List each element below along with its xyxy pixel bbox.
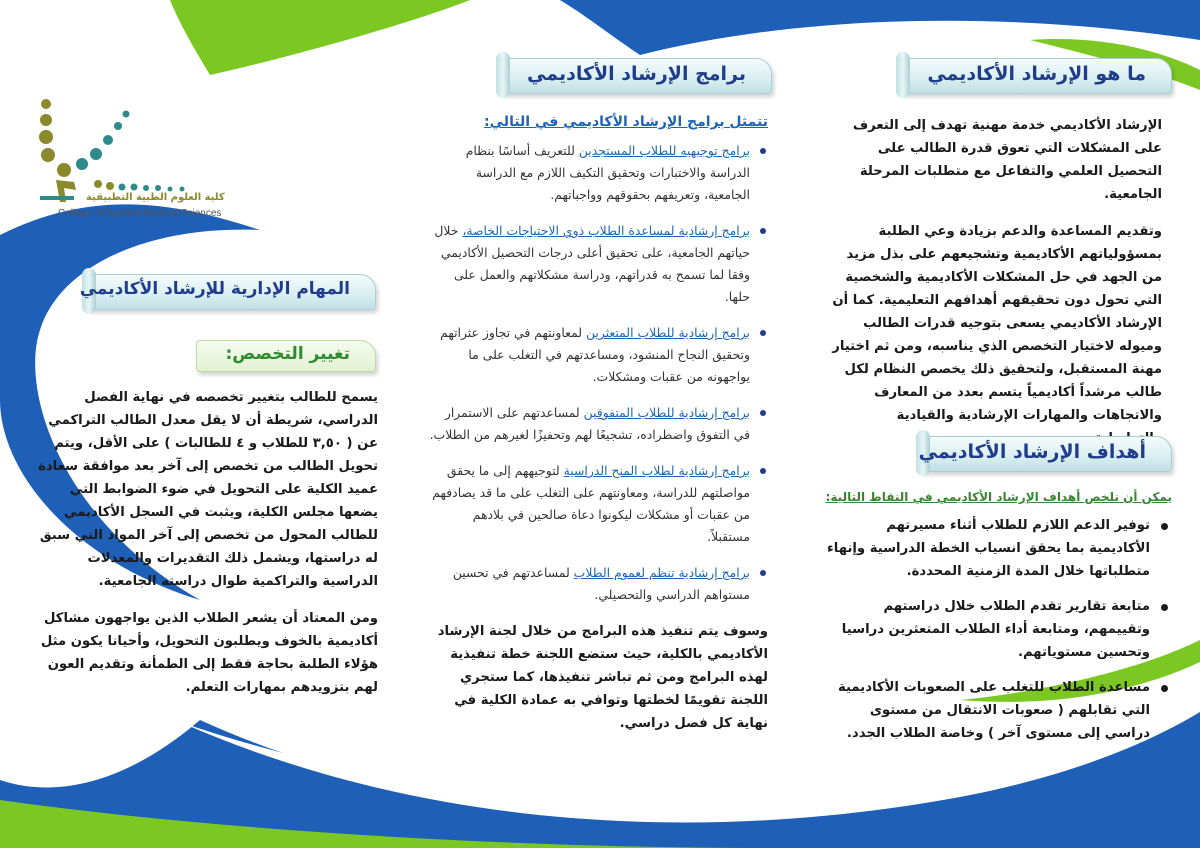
what-is-para-2: وتقديم المساعدة والدعم بزيادة وعي الطلبة بمسؤولياتهم الأكاديمية وتشجيعهم على بذل مزيد من الجهد في حل المشكلات الأكاديمية والشخصية التي تحول دون تحقيقهم أهدافهم التعليمية. كما أن الإرشاد الأكاديمي يسعى بتوجيه قدرات الطالب وميوله لاختيار التخصص الذي يناسبه، ومن ثم اختيار مهنة المستقبل، ولتحقيق ذلك يخصص النظام لكل طالب مرشداً أكاديمياً يتسم بعدد من المعارف والاتجاهات والمهارات الإرشادية والقيادية xyxy=(832,224,1162,423)
programs-intro: تتمثل برامج الإرشاد الأكاديمي في التالي: xyxy=(484,114,768,130)
logo-name-en: College Of Applied Medical Sciences xyxy=(58,208,222,219)
goal-item: مساعدة الطلاب للتغلب على الصعوبات الأكاديمية التي تقابلهم ( صعوبات الانتقال من مستوى دراسي إلى مستوى آخر ) وخاصة الطلاب الجدد. xyxy=(822,676,1172,745)
program-item: برامج توجيهيه للطلاب المستجدين للتعريف أساسًا بنظام الدراسة والاختبارات وتحقيق التكيف اللازم مع الدراسة الجامعية، وتعريفهم بحقوقهم وواجباتهم. xyxy=(428,140,768,206)
what-is-para-1: الإرشاد الأكاديمي خدمة مهنية تهدف إلى التعرف على المشكلات التي تعوق قدرة الطالب على التحصيل العلمي والتفاعل مع متطلبات المرحلة الجامعية. xyxy=(852,118,1162,202)
program-item: برامج إرشادية تنظم لعموم الطلاب لمساعدتهم في تحسين مستواهم الدراسي والتحصيلي. xyxy=(428,562,768,606)
banner-change-major xyxy=(196,340,376,372)
change-major-para-2: ومن المعتاد أن يشعر الطلاب الذين يواجهون مشاكل أكاديمية بالخوف ويطلبون التحويل، وأحيانا يكون مثل هؤلاء الطلبة بحاجة فقط إلى الطمأنة وتقديم العون لهم بتزويدهم بمهارات التعلم. xyxy=(40,611,378,695)
banner-goals xyxy=(920,436,1172,472)
program-item: برامج إرشادية لمساعدة الطلاب ذوي الاحتياجات الخاصة، خلال حياتهم الجامعية، على تحقيق أعلى درجات التحصيل الأكاديمي وفقا لما تسمح به قدراتهم، ودراسة مشكلاتهم والعمل على حلها. xyxy=(428,220,768,308)
goals-banner-title: أهداف الإرشاد الأكاديمي xyxy=(918,441,1146,463)
green-swoosh-top xyxy=(170,0,470,75)
middle-column xyxy=(428,114,768,735)
banner-what-is-advising xyxy=(900,58,1172,94)
goal-item: توفير الدعم اللازم للطلاب أثناء مسيرتهم الأكاديمية بما يحقق انسياب الخطة الدراسية وإنهاء متطلباتها خلال المدة الزمنية المحددة. xyxy=(822,514,1172,583)
program-item: برامج إرشادية للطلاب المتعثرين لمعاونتهم في تجاوز عثراتهم وتحقيق النجاح المنشود، ومساعدتهم في التغلب على ما يواجهونه من عقبات ومشكلات. xyxy=(428,322,768,388)
change-major-title: تغيير التخصص: xyxy=(225,344,350,364)
programs-closing: وسوف يتم تنفيذ هذه البرامج من خلال لجنة الإرشاد الأكاديمي بالكلية، حيث ستضع اللجنة خطة تنفيذية لهذه البرامج ومن ثم تباشر تنفيذها، كما ستجري اللجنة تقويمًا لخطتها وتوافي به عمادة الكلية في نهاية كل فصل دراسي. xyxy=(437,624,768,731)
program-item: برامج إرشادية للطلاب المتفوقين لمساعدتهم على الاستمرار في التفوق واضطراده، تشجيعًا لهم وتحفيزًا لغيرهم من الطلاب. xyxy=(428,402,768,446)
banner-admin-tasks xyxy=(79,274,376,310)
program-item: برامج إرشادية لطلاب المنح الدراسية لتوجيههم إلى ما يحقق مواصلتهم للدراسة، ومعاونتهم على التغلب على ما قد يصادفهم من عقبات أو مشكلات ليكونوا دعاة صالحين في بلادهم مستقبلاً. xyxy=(428,460,768,548)
right-column xyxy=(822,114,1162,450)
logo-name-ar: كلية العلوم الطبية التطبيقية xyxy=(86,192,225,203)
left-column xyxy=(38,386,378,699)
college-logo xyxy=(16,92,226,232)
admin-banner-title: المهام الإدارية للإرشاد الأكاديمي xyxy=(79,279,350,299)
goals-intro: يمكن أن نلخص أهداف الإرشاد الأكاديمي في النقاط التالية: xyxy=(825,490,1172,504)
goals-section xyxy=(822,490,1172,757)
goal-item: متابعة تقارير تقدم الطلاب خلال دراستهم وتقييمهم، ومتابعة أداء الطلاب المتعثرين دراسيا وتحسين مستوياتهم. xyxy=(822,595,1172,664)
banner-title: ما هو الإرشاد الأكاديمي xyxy=(927,63,1146,85)
banner-programs xyxy=(500,58,772,94)
programs-banner-title: برامج الإرشاد الأكاديمي xyxy=(526,63,746,85)
logo-dots-icon xyxy=(16,92,226,202)
change-major-para-1: يسمح للطالب بتغيير تخصصه في نهاية الفصل الدراسي، شريطة أن لا يقل معدل الطالب التراكمي عن ( ٣,٥٠ للطلاب و ٤ للطالبات ) على الأقل، ويتم تحويل الطالب من تخصص إلى آخر بعد موافقة سعادة عميد الكلية على التحويل في ضوء الضوابط التي يضعها مجلس الكلية، ويثبت في السجل الأكاديمي للطالب المحول من تخصص إلى آخر المواد التي سبق له دراستها، ويشمل ذلك التقديرات والمعدلات الدراسية والتراكمية طوال دراسته الجامعية. xyxy=(38,390,378,589)
